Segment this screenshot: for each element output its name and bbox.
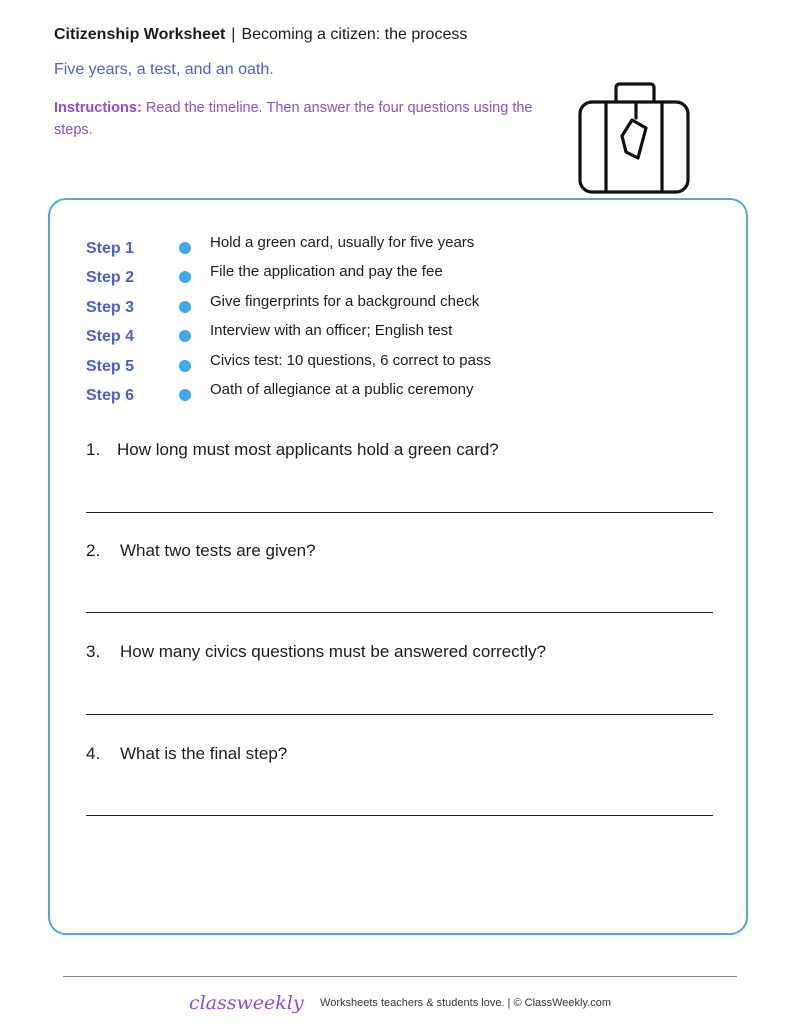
step-row: [86, 232, 726, 261]
answer-line-3[interactable]: [86, 714, 713, 715]
step-text: File the application and pay the fee: [210, 263, 443, 281]
step-label: Step 4: [86, 328, 135, 346]
timeline-dot: [179, 360, 191, 372]
step-label: Step 3: [86, 298, 135, 316]
question-4: [86, 744, 287, 764]
footer-text: Worksheets teachers & students love. | © ClassWeekly.com: [320, 997, 612, 1009]
question-number: 2.: [86, 541, 101, 560]
footer-divider: [63, 976, 737, 977]
question-number: 4.: [86, 744, 101, 763]
question-text: How many civics questions must be answered correctly?: [120, 642, 547, 661]
answer-line-1[interactable]: [86, 512, 713, 513]
step-text: Hold a green card, usually for five years: [210, 234, 475, 251]
step-text: Interview with an officer; English test: [210, 322, 453, 340]
answer-line-4[interactable]: [86, 815, 713, 816]
question-text: What is the final step?: [120, 744, 288, 763]
header-separator: |: [231, 26, 236, 43]
step-label: Step 5: [86, 357, 135, 375]
timeline-dot: [179, 389, 191, 401]
instructions-label: Instructions:: [54, 100, 142, 116]
timeline-dot: [179, 301, 191, 313]
answer-line-2[interactable]: [86, 612, 713, 613]
question-1: [86, 440, 499, 460]
timeline-dot: [179, 242, 191, 254]
question-number: 3.: [86, 642, 101, 661]
question-text: What two tests are given?: [120, 541, 316, 560]
instructions: [54, 97, 559, 141]
step-text: Civics test: 10 questions, 6 correct to pass: [210, 351, 491, 369]
suitcase-icon: [572, 78, 696, 198]
question-number: 1.: [86, 440, 101, 459]
question-2: [86, 541, 316, 561]
worksheet-subtitle: Five years, a test, and an oath.: [54, 61, 274, 78]
step-text: Give fingerprints for a background check: [210, 292, 480, 310]
timeline-dot: [179, 330, 191, 342]
footer: [0, 992, 800, 1014]
step-label: Step 1: [86, 240, 135, 257]
step-row: [86, 261, 726, 290]
worksheet-title: Citizenship Worksheet: [54, 26, 226, 43]
step-text: Oath of allegiance at a public ceremony: [210, 380, 474, 398]
step-row: [86, 320, 726, 349]
worksheet-header: [54, 26, 467, 44]
instructions-text: Read the timeline. Then answer the four questions using the steps.: [54, 100, 533, 138]
timeline-dot: [179, 271, 191, 283]
step-label: Step 2: [86, 269, 135, 287]
question-3: [86, 642, 546, 662]
step-row: [86, 379, 726, 408]
worksheet-topic: Becoming a citizen: the process: [241, 26, 468, 43]
step-row: [86, 350, 726, 379]
step-label: Step 6: [86, 386, 135, 404]
brand-logo: classweekly: [188, 992, 304, 1014]
question-text: How long must most applicants hold a green card?: [117, 440, 499, 459]
step-row: [86, 291, 726, 320]
step-timeline: [86, 232, 726, 408]
